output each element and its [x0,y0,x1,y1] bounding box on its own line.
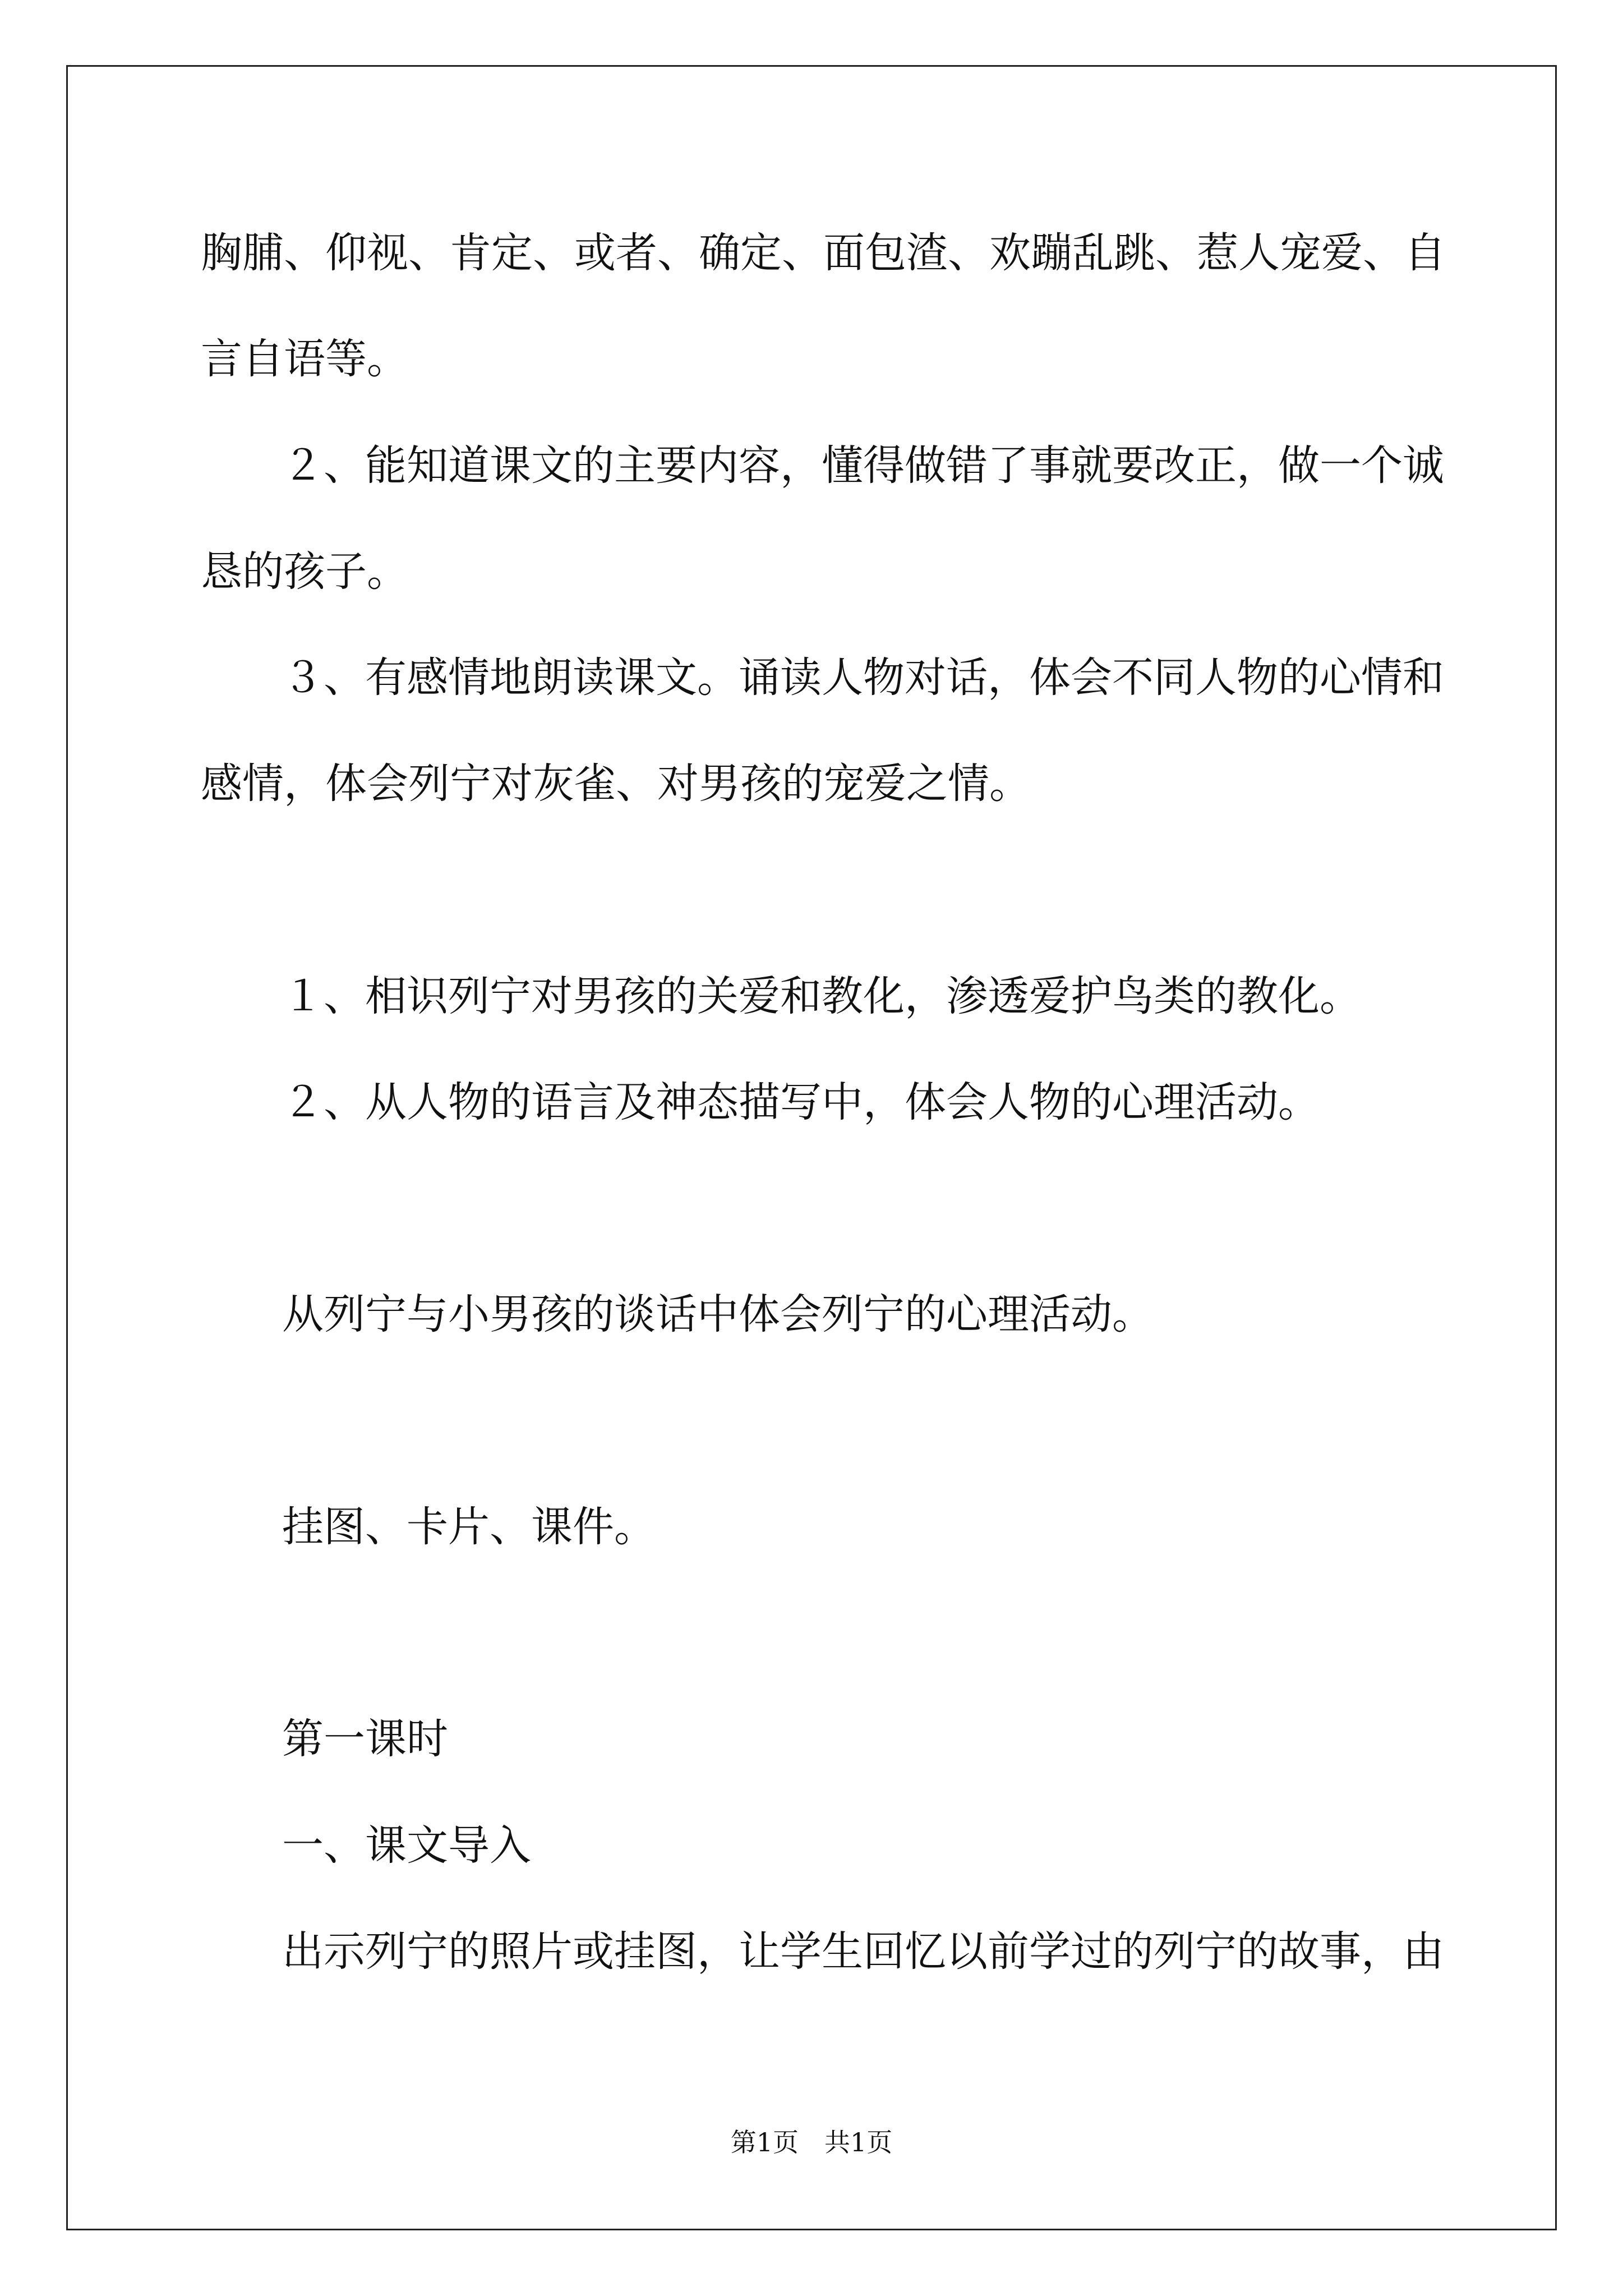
body-line-2: 言自语等。 [201,335,408,383]
body-line-6: 感情，体会列宁对灰雀、对男孩的宠爱之情。 [201,760,1031,808]
body-line-13: 出示列宁的照片或挂图，让学生回忆以前学过的列宁的故事，由 [282,1927,1444,1976]
body-line-4: 恳的孩子。 [201,547,408,596]
body-line-10: 挂图、卡片、课件。 [282,1503,656,1551]
body-line-5: ３、有感情地朗读课文。诵读人物对话，体会不同人物的心情和 [282,654,1444,702]
body-line-7: １、相识列宁对男孩的关爱和教化，渗透爱护鸟类的教化。 [282,972,1361,1020]
body-line-3: ２、能知道课文的主要内容，懂得做错了事就要改正，做一个诚 [282,441,1444,490]
page-border [66,65,1557,2230]
body-line-1: 胸脯、仰视、肯定、或者、确定、面包渣、欢蹦乱跳、惹人宠爱、自 [201,229,1446,277]
page-footer: 第1页 共1页 [730,2127,893,2157]
body-line-8: ２、从人物的语言及神态描写中，体会人物的心理活动。 [282,1078,1320,1126]
body-line-11: 第一课时 [282,1715,448,1763]
body-line-9: 从列宁与小男孩的谈话中体会列宁的心理活动。 [282,1290,1154,1338]
body-line-12: 一、课文导入 [282,1821,531,1870]
